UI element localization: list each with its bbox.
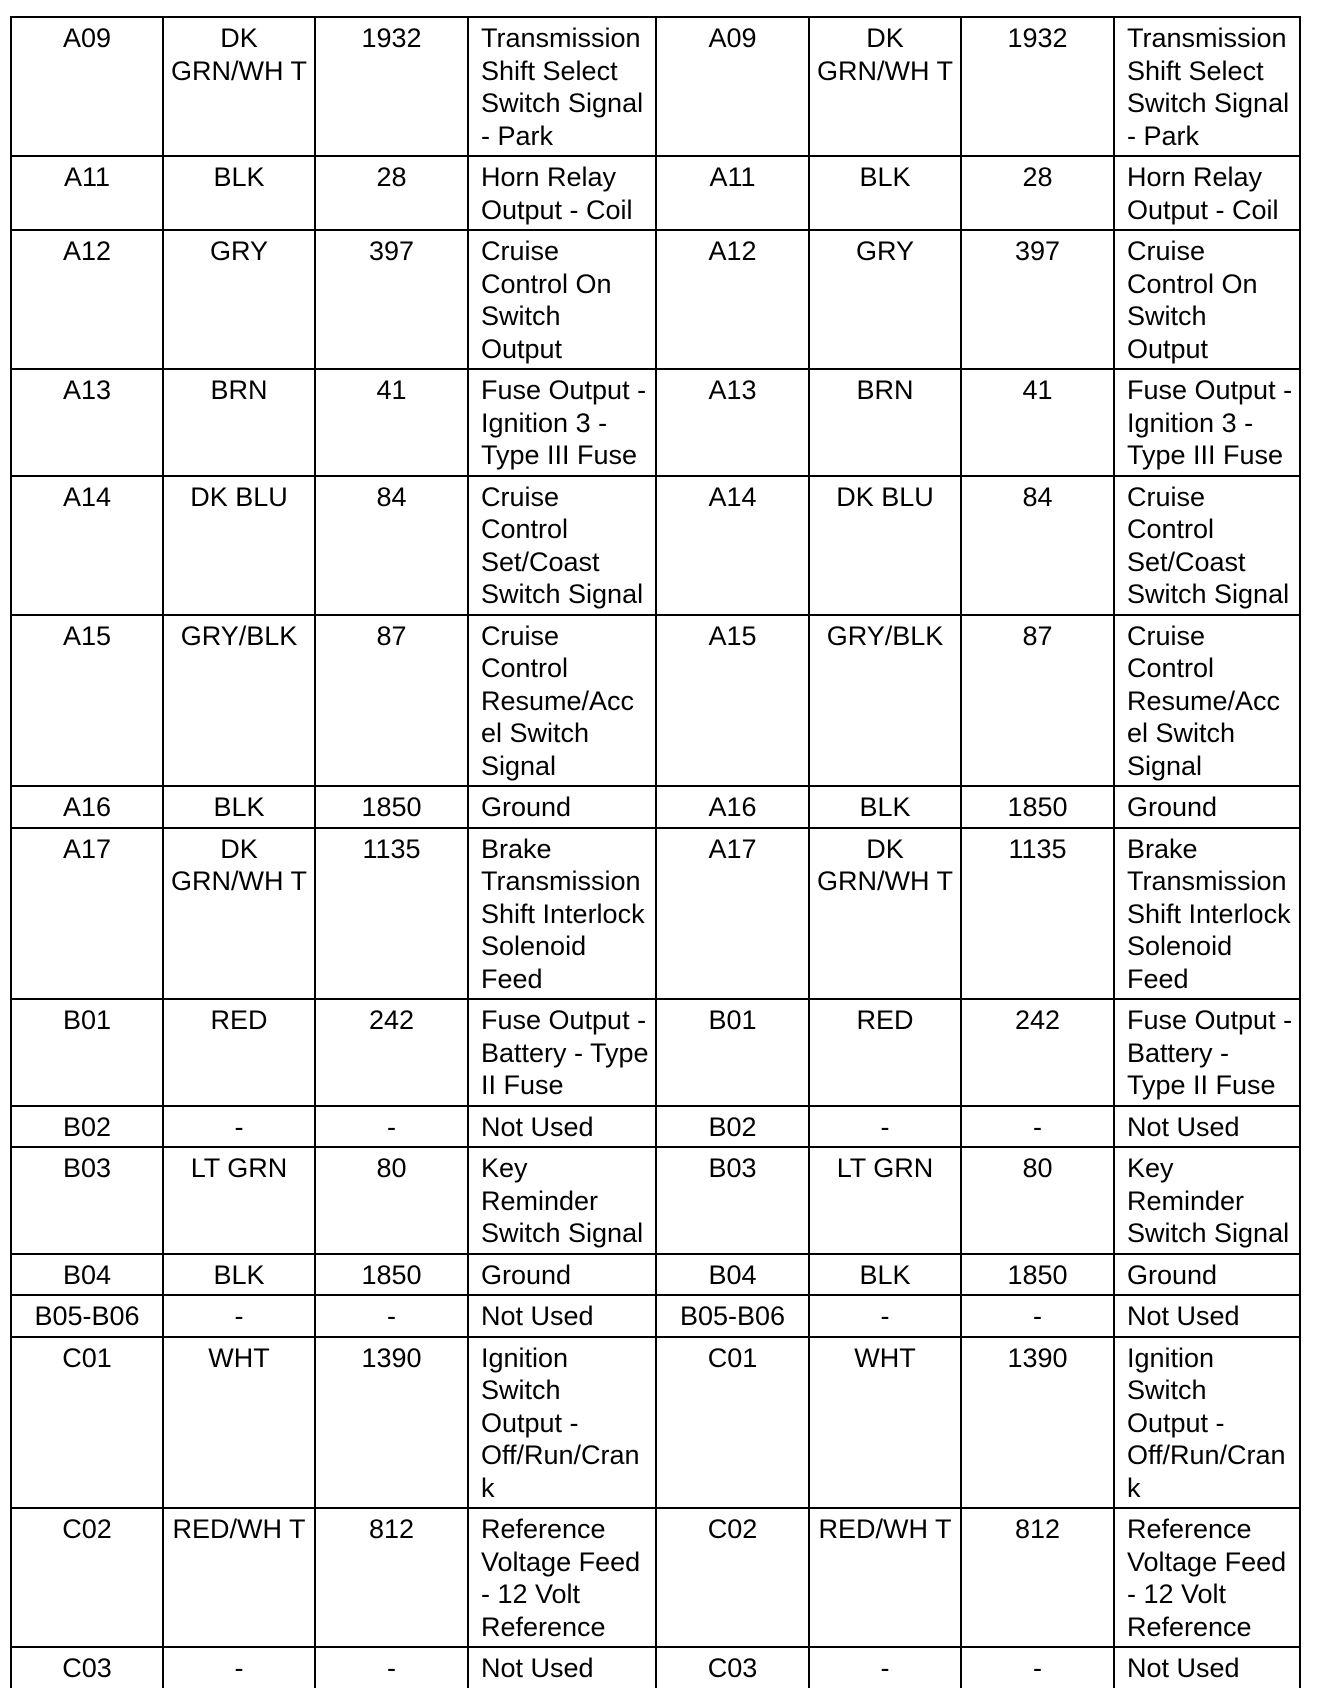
left-function-cell: Ground xyxy=(468,786,656,828)
table-row xyxy=(11,476,1300,615)
left-function-cell: Key Reminder Switch Signal xyxy=(468,1147,656,1254)
right-circuit-cell: 1850 xyxy=(961,786,1114,828)
right-wire-color-cell: GRY xyxy=(809,230,961,369)
right-pin-cell: A15 xyxy=(656,615,809,787)
right-function-cell: Transmission Shift Select Switch Signal - Park xyxy=(1114,17,1300,156)
right-circuit-cell: 1390 xyxy=(961,1337,1114,1509)
right-pin-cell: B03 xyxy=(656,1147,809,1254)
right-wire-color-cell: - xyxy=(809,1295,961,1337)
table-row xyxy=(11,1508,1300,1647)
left-wire-color-cell: - xyxy=(163,1647,315,1688)
table-row xyxy=(11,1147,1300,1254)
left-wire-color-cell: - xyxy=(163,1295,315,1337)
left-circuit-cell: 397 xyxy=(315,230,468,369)
right-wire-color-cell: RED/WH T xyxy=(809,1508,961,1647)
right-circuit-cell: - xyxy=(961,1295,1114,1337)
right-function-cell: Fuse Output - Ignition 3 - Type III Fuse xyxy=(1114,369,1300,476)
left-wire-color-cell: DK GRN/WH T xyxy=(163,17,315,156)
right-function-cell: Cruise Control Resume/Acc el Switch Signal xyxy=(1114,615,1300,787)
right-wire-color-cell: - xyxy=(809,1647,961,1688)
left-pin-cell: A13 xyxy=(11,369,163,476)
right-wire-color-cell: BRN xyxy=(809,369,961,476)
left-pin-cell: B03 xyxy=(11,1147,163,1254)
left-pin-cell: C03 xyxy=(11,1647,163,1688)
right-function-cell: Ground xyxy=(1114,1254,1300,1296)
right-function-cell: Ignition Switch Output - Off/Run/Cran k xyxy=(1114,1337,1300,1509)
left-pin-cell: B02 xyxy=(11,1106,163,1148)
left-circuit-cell: 87 xyxy=(315,615,468,787)
right-function-cell: Not Used xyxy=(1114,1295,1300,1337)
left-pin-cell: A16 xyxy=(11,786,163,828)
table-row xyxy=(11,999,1300,1106)
left-wire-color-cell: DK GRN/WH T xyxy=(163,828,315,1000)
left-function-cell: Cruise Control Set/Coast Switch Signal xyxy=(468,476,656,615)
left-function-cell: Horn Relay Output - Coil xyxy=(468,156,656,230)
left-wire-color-cell: - xyxy=(163,1106,315,1148)
right-pin-cell: B04 xyxy=(656,1254,809,1296)
left-wire-color-cell: BLK xyxy=(163,786,315,828)
right-circuit-cell: 397 xyxy=(961,230,1114,369)
left-circuit-cell: 28 xyxy=(315,156,468,230)
right-wire-color-cell: - xyxy=(809,1106,961,1148)
left-function-cell: Cruise Control On Switch Output xyxy=(468,230,656,369)
right-circuit-cell: 1932 xyxy=(961,17,1114,156)
right-pin-cell: A13 xyxy=(656,369,809,476)
right-function-cell: Horn Relay Output - Coil xyxy=(1114,156,1300,230)
table-row xyxy=(11,786,1300,828)
left-function-cell: Not Used xyxy=(468,1106,656,1148)
left-wire-color-cell: GRY/BLK xyxy=(163,615,315,787)
right-function-cell: Fuse Output - Battery - Type II Fuse xyxy=(1114,999,1300,1106)
pinout-table-body xyxy=(11,17,1300,1688)
right-pin-cell: A11 xyxy=(656,156,809,230)
left-wire-color-cell: RED xyxy=(163,999,315,1106)
table-row xyxy=(11,1337,1300,1509)
right-function-cell: Key Reminder Switch Signal xyxy=(1114,1147,1300,1254)
right-function-cell: Not Used xyxy=(1114,1647,1300,1688)
left-circuit-cell: - xyxy=(315,1647,468,1688)
left-wire-color-cell: GRY xyxy=(163,230,315,369)
left-pin-cell: A15 xyxy=(11,615,163,787)
left-wire-color-cell: LT GRN xyxy=(163,1147,315,1254)
right-wire-color-cell: WHT xyxy=(809,1337,961,1509)
right-circuit-cell: - xyxy=(961,1647,1114,1688)
left-pin-cell: A09 xyxy=(11,17,163,156)
left-function-cell: Not Used xyxy=(468,1295,656,1337)
left-function-cell: Not Used xyxy=(468,1647,656,1688)
right-pin-cell: A17 xyxy=(656,828,809,1000)
right-circuit-cell: 812 xyxy=(961,1508,1114,1647)
left-circuit-cell: 1932 xyxy=(315,17,468,156)
left-circuit-cell: 80 xyxy=(315,1147,468,1254)
left-circuit-cell: 812 xyxy=(315,1508,468,1647)
left-circuit-cell: 1135 xyxy=(315,828,468,1000)
table-row xyxy=(11,828,1300,1000)
right-circuit-cell: 242 xyxy=(961,999,1114,1106)
left-pin-cell: B01 xyxy=(11,999,163,1106)
left-function-cell: Fuse Output - Battery - Type II Fuse xyxy=(468,999,656,1106)
right-circuit-cell: 28 xyxy=(961,156,1114,230)
left-wire-color-cell: DK BLU xyxy=(163,476,315,615)
left-function-cell: Ground xyxy=(468,1254,656,1296)
right-pin-cell: A14 xyxy=(656,476,809,615)
table-row xyxy=(11,17,1300,156)
left-pin-cell: B05-B06 xyxy=(11,1295,163,1337)
pinout-table xyxy=(10,16,1301,1688)
left-circuit-cell: 1390 xyxy=(315,1337,468,1509)
left-function-cell: Ignition Switch Output - Off/Run/Cran k xyxy=(468,1337,656,1509)
left-circuit-cell: - xyxy=(315,1106,468,1148)
left-pin-cell: A11 xyxy=(11,156,163,230)
right-pin-cell: C01 xyxy=(656,1337,809,1509)
left-wire-color-cell: WHT xyxy=(163,1337,315,1509)
left-wire-color-cell: BRN xyxy=(163,369,315,476)
right-pin-cell: C02 xyxy=(656,1508,809,1647)
left-function-cell: Transmission Shift Select Switch Signal - Park xyxy=(468,17,656,156)
table-row xyxy=(11,1106,1300,1148)
connector-pinout-page xyxy=(10,16,1301,1688)
right-pin-cell: B02 xyxy=(656,1106,809,1148)
right-function-cell: Reference Voltage Feed - 12 Volt Reference xyxy=(1114,1508,1300,1647)
left-pin-cell: C01 xyxy=(11,1337,163,1509)
right-wire-color-cell: RED xyxy=(809,999,961,1106)
right-circuit-cell: 41 xyxy=(961,369,1114,476)
left-function-cell: Reference Voltage Feed - 12 Volt Reference xyxy=(468,1508,656,1647)
left-circuit-cell: 1850 xyxy=(315,1254,468,1296)
right-circuit-cell: 1135 xyxy=(961,828,1114,1000)
left-function-cell: Cruise Control Resume/Acc el Switch Signal xyxy=(468,615,656,787)
right-wire-color-cell: BLK xyxy=(809,1254,961,1296)
right-function-cell: Cruise Control On Switch Output xyxy=(1114,230,1300,369)
right-circuit-cell: - xyxy=(961,1106,1114,1148)
right-circuit-cell: 84 xyxy=(961,476,1114,615)
right-function-cell: Cruise Control Set/Coast Switch Signal xyxy=(1114,476,1300,615)
left-circuit-cell: 84 xyxy=(315,476,468,615)
right-pin-cell: A12 xyxy=(656,230,809,369)
right-circuit-cell: 1850 xyxy=(961,1254,1114,1296)
table-row xyxy=(11,369,1300,476)
right-circuit-cell: 87 xyxy=(961,615,1114,787)
right-pin-cell: B01 xyxy=(656,999,809,1106)
left-circuit-cell: 1850 xyxy=(315,786,468,828)
right-function-cell: Brake Transmission Shift Interlock Solenoid Feed xyxy=(1114,828,1300,1000)
right-wire-color-cell: DK GRN/WH T xyxy=(809,828,961,1000)
table-row xyxy=(11,1295,1300,1337)
table-row xyxy=(11,156,1300,230)
left-pin-cell: C02 xyxy=(11,1508,163,1647)
table-row xyxy=(11,1254,1300,1296)
right-pin-cell: A09 xyxy=(656,17,809,156)
left-circuit-cell: 242 xyxy=(315,999,468,1106)
table-row xyxy=(11,615,1300,787)
table-row xyxy=(11,230,1300,369)
left-circuit-cell: - xyxy=(315,1295,468,1337)
right-pin-cell: B05-B06 xyxy=(656,1295,809,1337)
left-function-cell: Brake Transmission Shift Interlock Solenoid Feed xyxy=(468,828,656,1000)
right-circuit-cell: 80 xyxy=(961,1147,1114,1254)
left-pin-cell: A17 xyxy=(11,828,163,1000)
left-pin-cell: A14 xyxy=(11,476,163,615)
left-wire-color-cell: BLK xyxy=(163,156,315,230)
left-wire-color-cell: RED/WH T xyxy=(163,1508,315,1647)
right-wire-color-cell: DK GRN/WH T xyxy=(809,17,961,156)
left-circuit-cell: 41 xyxy=(315,369,468,476)
table-row xyxy=(11,1647,1300,1688)
right-wire-color-cell: BLK xyxy=(809,156,961,230)
right-pin-cell: C03 xyxy=(656,1647,809,1688)
right-wire-color-cell: BLK xyxy=(809,786,961,828)
right-function-cell: Not Used xyxy=(1114,1106,1300,1148)
left-pin-cell: A12 xyxy=(11,230,163,369)
left-wire-color-cell: BLK xyxy=(163,1254,315,1296)
left-function-cell: Fuse Output - Ignition 3 - Type III Fuse xyxy=(468,369,656,476)
left-pin-cell: B04 xyxy=(11,1254,163,1296)
right-function-cell: Ground xyxy=(1114,786,1300,828)
right-wire-color-cell: LT GRN xyxy=(809,1147,961,1254)
right-wire-color-cell: GRY/BLK xyxy=(809,615,961,787)
right-wire-color-cell: DK BLU xyxy=(809,476,961,615)
right-pin-cell: A16 xyxy=(656,786,809,828)
